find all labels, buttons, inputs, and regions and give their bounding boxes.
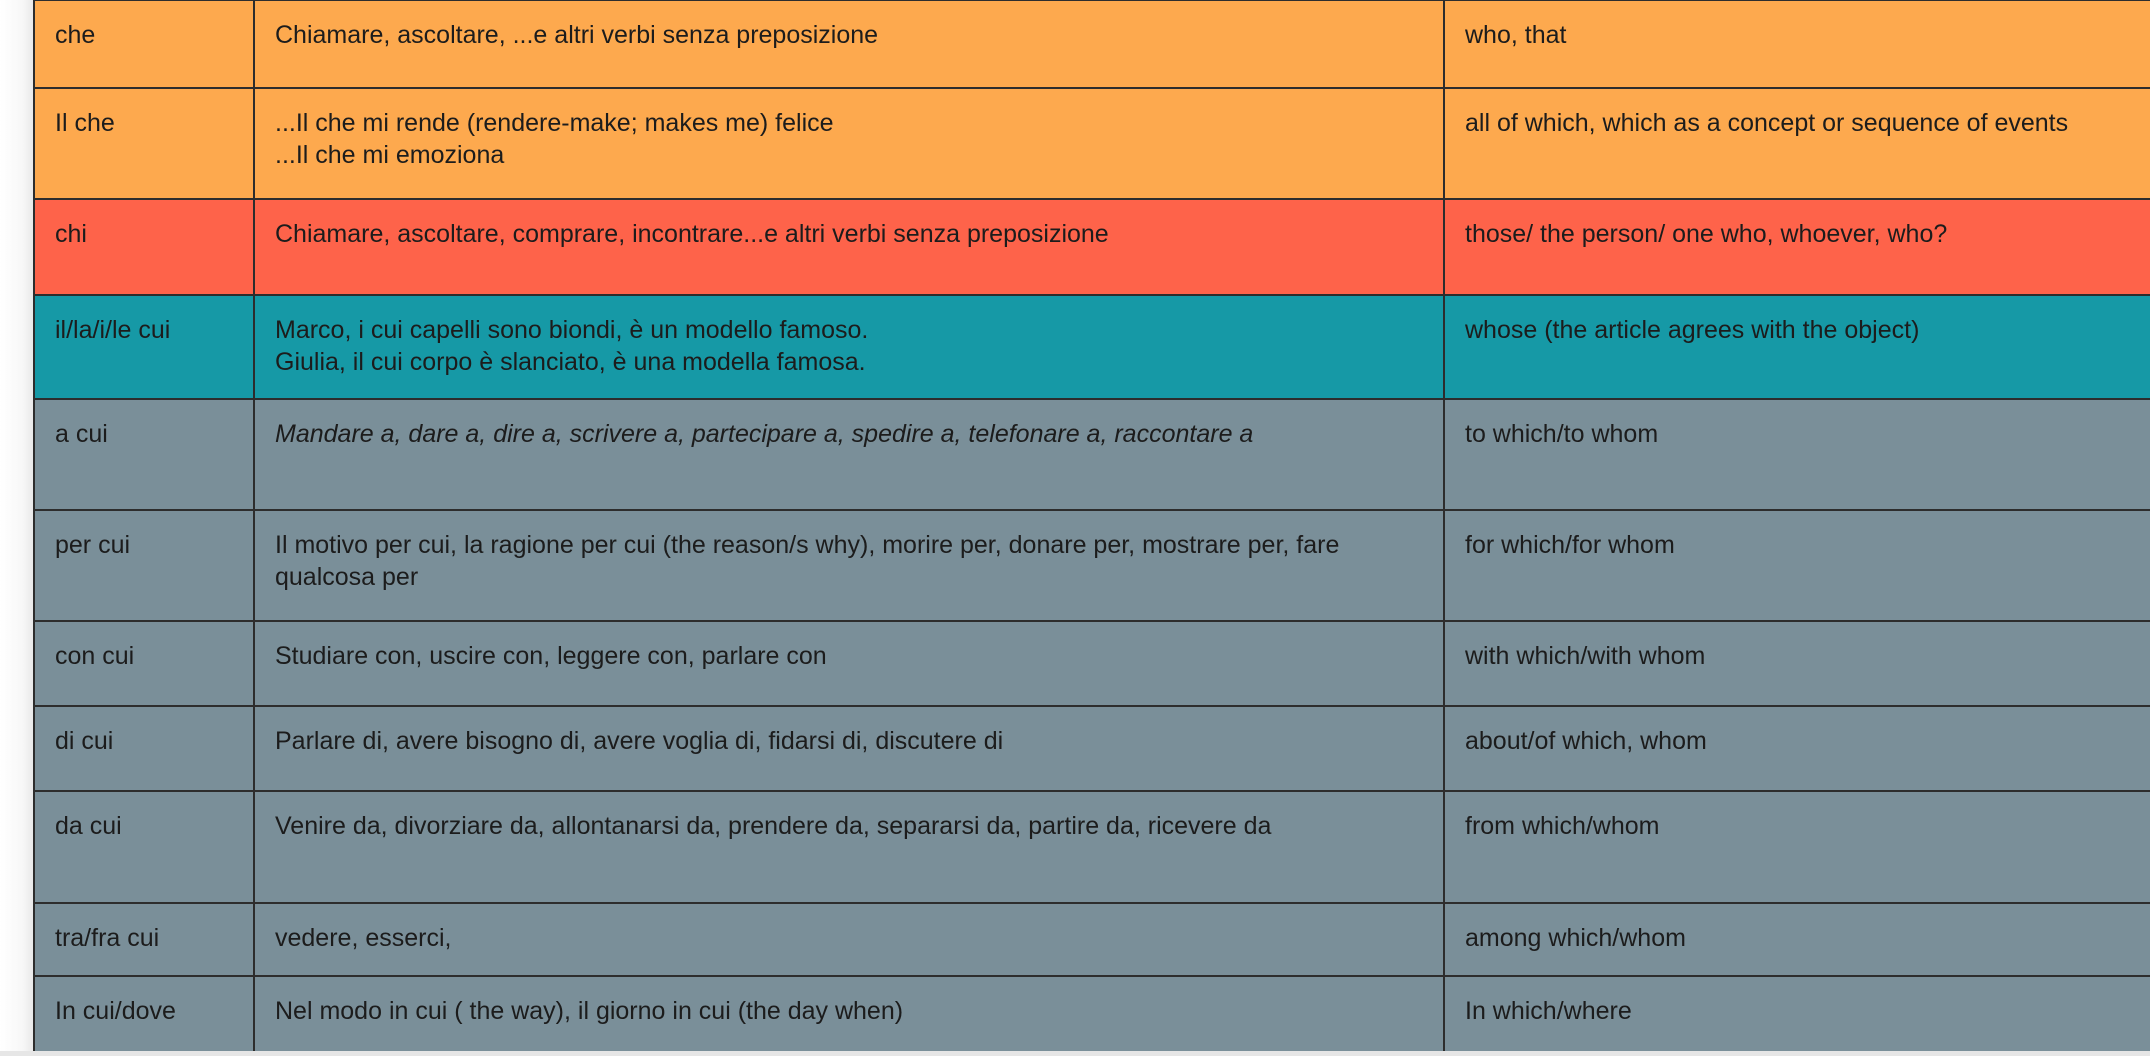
example-line: Parlare di, avere bisogno di, avere voglia di, fidarsi di, discutere di xyxy=(275,726,1004,755)
table-row xyxy=(34,976,2150,1052)
pronoun-cell: chi xyxy=(34,199,254,295)
table-row xyxy=(34,199,2150,295)
examples-cell xyxy=(254,791,1444,903)
document-sheet xyxy=(33,0,2150,1051)
pronoun-cell: tra/fra cui xyxy=(34,903,254,976)
example-line: Studiare con, uscire con, leggere con, parlare con xyxy=(275,641,827,670)
meaning-cell: for which/for whom xyxy=(1444,510,2150,621)
pronoun-cell: con cui xyxy=(34,621,254,706)
table-row xyxy=(34,903,2150,976)
example-line: ...Il che mi emoziona xyxy=(275,140,505,169)
meaning-cell: about/of which, whom xyxy=(1444,706,2150,791)
table-row xyxy=(34,706,2150,791)
example-line: Il motivo per cui, la ragione per cui (the reason/s why), morire per, donare per, mostrare per, fare qualcosa per xyxy=(275,530,1340,591)
table-row xyxy=(34,1,2150,88)
example-line: Giulia, il cui corpo è slanciato, è una modella famosa. xyxy=(275,347,866,376)
meaning-cell: among which/whom xyxy=(1444,903,2150,976)
examples-cell xyxy=(254,199,1444,295)
pronoun-cell: da cui xyxy=(34,791,254,903)
examples-cell xyxy=(254,295,1444,399)
example-line: Marco, i cui capelli sono biondi, è un modello famoso. xyxy=(275,315,869,344)
page-left-margin xyxy=(0,0,33,1056)
page-bottom-edge xyxy=(0,1051,2150,1056)
examples-cell xyxy=(254,903,1444,976)
meaning-cell: whose (the article agrees with the object) xyxy=(1444,295,2150,399)
meaning-cell: with which/with whom xyxy=(1444,621,2150,706)
table-row xyxy=(34,510,2150,621)
examples-cell xyxy=(254,510,1444,621)
example-line: ...Il che mi rende (rendere-make; makes me) felice xyxy=(275,108,834,137)
example-line: Chiamare, ascoltare, comprare, incontrare...e altri verbi senza preposizione xyxy=(275,219,1109,248)
meaning-cell: who, that xyxy=(1444,1,2150,88)
pronoun-cell: che xyxy=(34,1,254,88)
example-line: Mandare a, dare a, dire a, scrivere a, partecipare a, spedire a, telefonare a, raccontare a xyxy=(275,419,1254,448)
table-row xyxy=(34,791,2150,903)
table-row xyxy=(34,399,2150,510)
pronoun-cell: il/la/i/le cui xyxy=(34,295,254,399)
table-row xyxy=(34,295,2150,399)
table-row xyxy=(34,88,2150,199)
relative-pronouns-table xyxy=(33,0,2150,1051)
examples-cell xyxy=(254,1,1444,88)
examples-cell xyxy=(254,706,1444,791)
examples-cell xyxy=(254,88,1444,199)
examples-cell xyxy=(254,976,1444,1052)
meaning-cell: In which/where xyxy=(1444,976,2150,1052)
example-line: Nel modo in cui ( the way), il giorno in cui (the day when) xyxy=(275,996,904,1025)
example-line: Chiamare, ascoltare, ...e altri verbi senza preposizione xyxy=(275,21,879,49)
meaning-cell: those/ the person/ one who, whoever, who? xyxy=(1444,199,2150,295)
meaning-cell: from which/whom xyxy=(1444,791,2150,903)
examples-cell xyxy=(254,399,1444,510)
example-line: Venire da, divorziare da, allontanarsi da, prendere da, separarsi da, partire da, ricevere da xyxy=(275,811,1272,840)
examples-cell xyxy=(254,621,1444,706)
pronoun-cell: per cui xyxy=(34,510,254,621)
pronoun-cell: di cui xyxy=(34,706,254,791)
meaning-cell: all of which, which as a concept or sequence of events xyxy=(1444,88,2150,199)
pronoun-cell: a cui xyxy=(34,399,254,510)
pronoun-cell: Il che xyxy=(34,88,254,199)
table-row xyxy=(34,621,2150,706)
example-line: vedere, esserci, xyxy=(275,923,452,952)
pronoun-cell: In cui/dove xyxy=(34,976,254,1052)
meaning-cell: to which/to whom xyxy=(1444,399,2150,510)
